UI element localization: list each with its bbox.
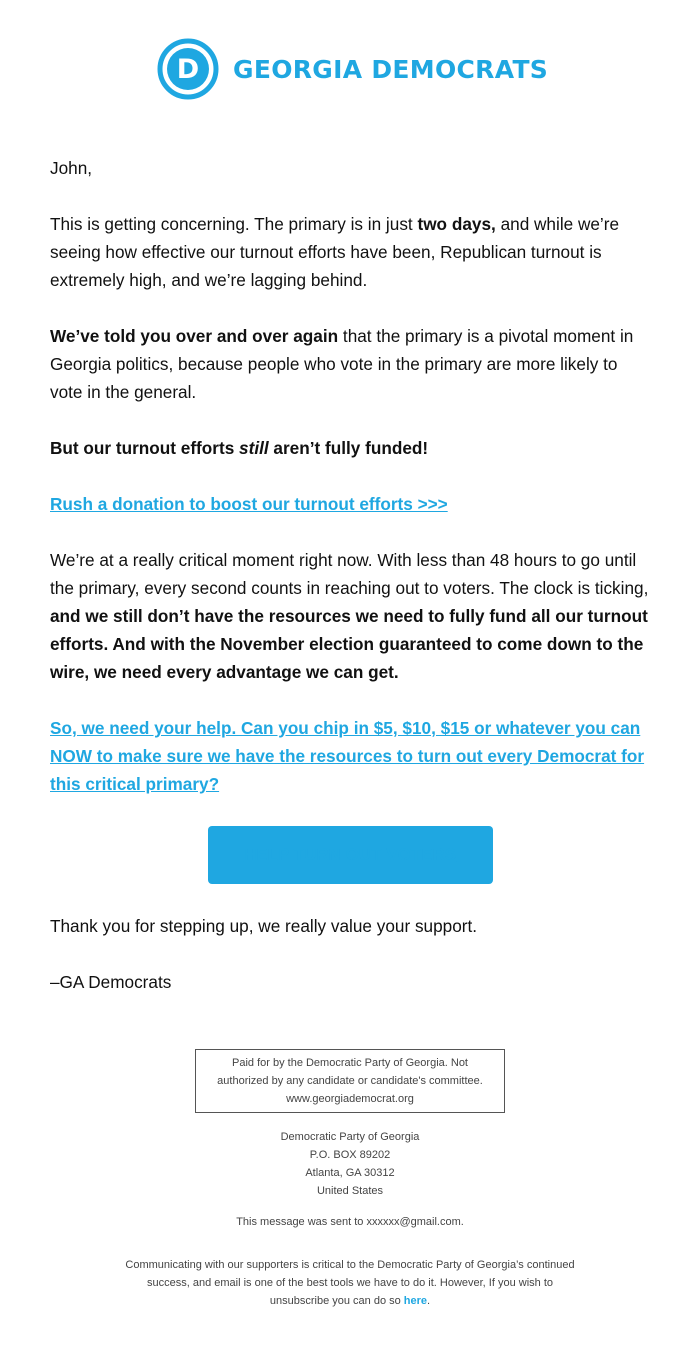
- sent-prefix: This message was sent to: [236, 1216, 367, 1228]
- email-body: [50, 154, 650, 1024]
- paragraph-1: [50, 210, 650, 294]
- democrats-logo-icon: [157, 38, 219, 100]
- disclaimer-line-3: www.georgiademocrat.org: [286, 1093, 414, 1105]
- unsub-line-2: success, and email is one of the best tools we have to do it. However, If you wish to: [147, 1277, 553, 1289]
- p1-text-a: This is getting concerning. The primary is in just: [50, 214, 418, 234]
- address-name: Democratic Party of Georgia: [280, 1131, 420, 1143]
- p2-bold: We’ve told you over and over again: [50, 326, 339, 346]
- disclaimer-line-2: authorized by any candidate or candidate's committee.: [217, 1075, 483, 1087]
- thanks-text: Thank you for stepping up, we really value your support.: [50, 916, 478, 936]
- address-city: Atlanta, GA 30312: [305, 1167, 395, 1179]
- unsub-line-3-wrap: [100, 1292, 600, 1310]
- greeting: John,: [50, 158, 93, 178]
- donate-link-2[interactable]: So, we need your help. Can you chip in $5, $10, $15 or whatever you can NOW to make sure we have the resources to turn out every Democrat for this critical primary?: [50, 718, 645, 794]
- help-turn-out-voters-button[interactable]: HELP TURN OUT VOTERS: [208, 826, 493, 884]
- p3-text-a: But our turnout efforts: [50, 438, 240, 458]
- p2-text-b: that the primary is a pivotal moment in Georgia politics, because people who vote in the primary are more likely to vote in the general.: [50, 326, 634, 402]
- p1-text-c: and while we’re seeing how effective our turnout efforts have been, Republican turnout is extremely high, and we’re lagging behind.: [50, 214, 620, 290]
- unsubscribe-notice: [100, 1256, 600, 1310]
- disclaimer-line-1: Paid for by the Democratic Party of Georgia. Not: [232, 1057, 468, 1069]
- unsub-end: .: [427, 1295, 431, 1307]
- unsub-line-3: unsubscribe you can do so: [269, 1295, 404, 1307]
- p1-bold: two days,: [417, 214, 496, 234]
- unsub-line-1: Communicating with our supporters is critical to the Democratic Party of Georgia’s continued: [125, 1259, 575, 1271]
- paragraph-link-2: [50, 714, 650, 798]
- p3-italic: still: [239, 438, 269, 458]
- address-box: P.O. BOX 89202: [309, 1149, 391, 1161]
- donate-link-1[interactable]: Rush a donation to boost our turnout efforts >>>: [50, 494, 448, 514]
- paragraph-4: [50, 546, 650, 686]
- paid-for-disclaimer: [195, 1049, 505, 1113]
- paragraph-link-1: [50, 490, 650, 518]
- unsubscribe-link[interactable]: here: [403, 1295, 428, 1307]
- paragraph-3: [50, 434, 650, 462]
- p4-text-a: We’re at a really critical moment right now. With less than 48 hours to go until the primary, every second counts in reaching out to voters. The clock is ticking,: [50, 550, 649, 598]
- address-country: United States: [316, 1185, 384, 1197]
- sent-suffix: .: [460, 1216, 464, 1228]
- sent-notice: [0, 1213, 700, 1231]
- p4-bold: and we still don’t have the resources we need to fully fund all our turnout efforts. And with the November election guaranteed to come down to the wire, we need every advantage we can get.: [50, 606, 648, 682]
- logo-text: GEORGIA DEMOCRATS: [233, 54, 549, 84]
- signoff-text: –GA Democrats: [50, 972, 172, 992]
- p3-bold: [50, 438, 428, 458]
- p3-text-c: aren’t fully funded!: [268, 438, 429, 458]
- paragraph-2: [50, 322, 650, 406]
- mailing-address: [0, 1128, 700, 1200]
- sent-email: xxxxxx@gmail.com: [366, 1216, 461, 1228]
- cta-wrapper: [50, 826, 650, 884]
- email-header: [157, 36, 548, 102]
- logo-letter: D: [176, 54, 200, 85]
